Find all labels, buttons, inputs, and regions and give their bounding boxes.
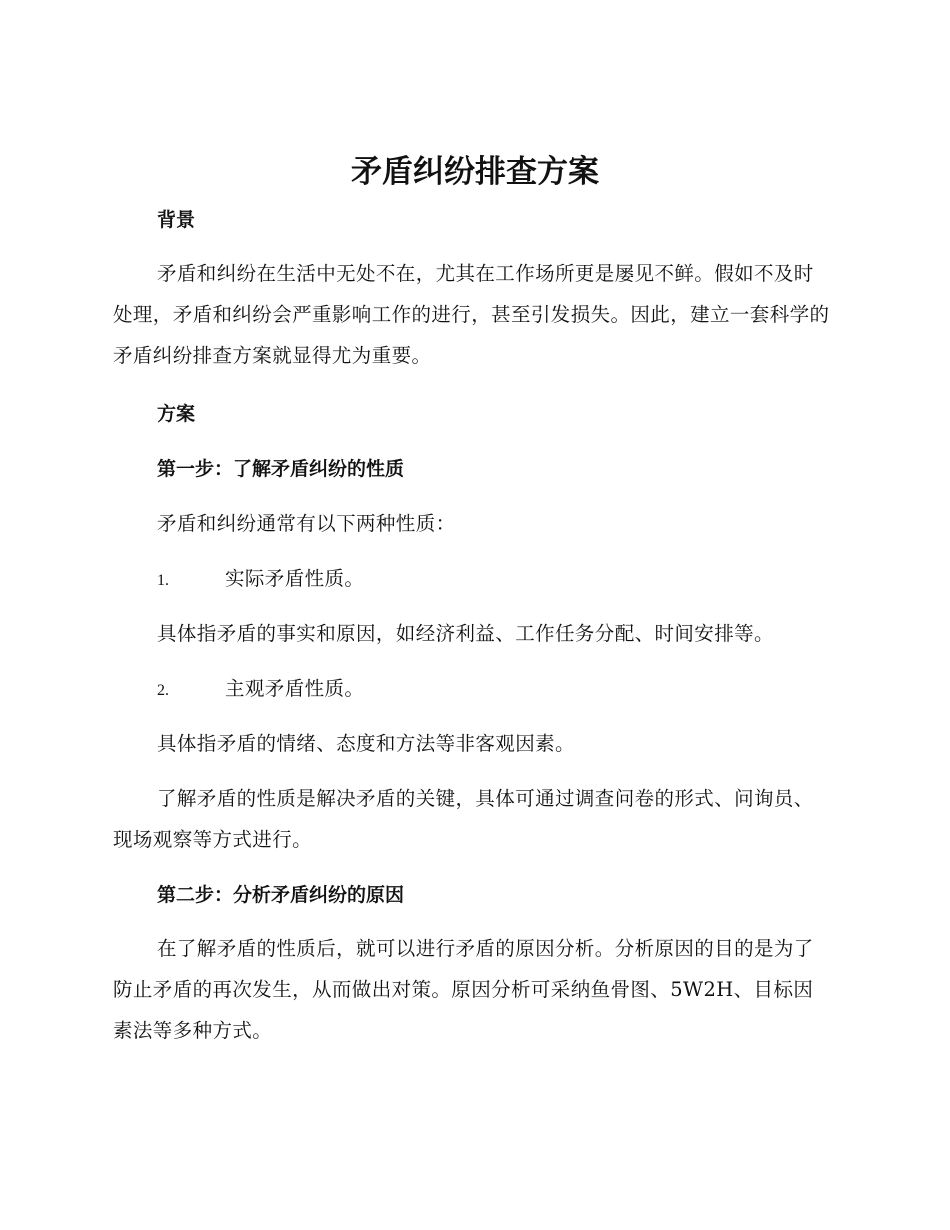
step1-conclusion: 了解矛盾的性质是解决矛盾的关键，具体可通过调查问卷的形式、问询员、现场观察等方式进行。 [113,787,814,851]
document-title: 矛盾纠纷排查方案 [351,154,599,190]
step1-intro: 矛盾和纠纷通常有以下两种性质： [157,512,456,535]
plan-heading: 方案 [157,403,196,425]
list-item-number: 1. [157,572,169,589]
step1-heading: 第一步：了解矛盾纠纷的性质 [157,458,405,480]
list-item-label: 主观矛盾性质。 [225,677,365,700]
list-item-number: 2. [157,682,169,699]
list-item [157,565,364,595]
list-item-label: 实际矛盾性质。 [225,567,365,590]
list-item-description: 具体指矛盾的情绪、态度和方法等非客观因素。 [157,732,575,755]
background-heading: 背景 [157,209,196,231]
step2-paragraph: 在了解矛盾的性质后，就可以进行矛盾的原因分析。分析原因的目的是为了防止矛盾的再次发生，从而做出对策。原因分析可采纳鱼骨图、5W2H、目标因素法等多种方式。 [113,937,814,1042]
background-paragraph: 矛盾和纠纷在生活中无处不在，尤其在工作场所更是屡见不鲜。假如不及时处理，矛盾和纠纷会严重影响工作的进行，甚至引发损失。因此，建立一套科学的矛盾纠纷排查方案就显得尤为重要。 [113,262,830,367]
list-item [157,675,364,705]
list-item-description: 具体指矛盾的事实和原因，如经济利益、工作任务分配、时间安排等。 [157,622,774,645]
step2-heading: 第二步：分析矛盾纠纷的原因 [157,884,405,906]
